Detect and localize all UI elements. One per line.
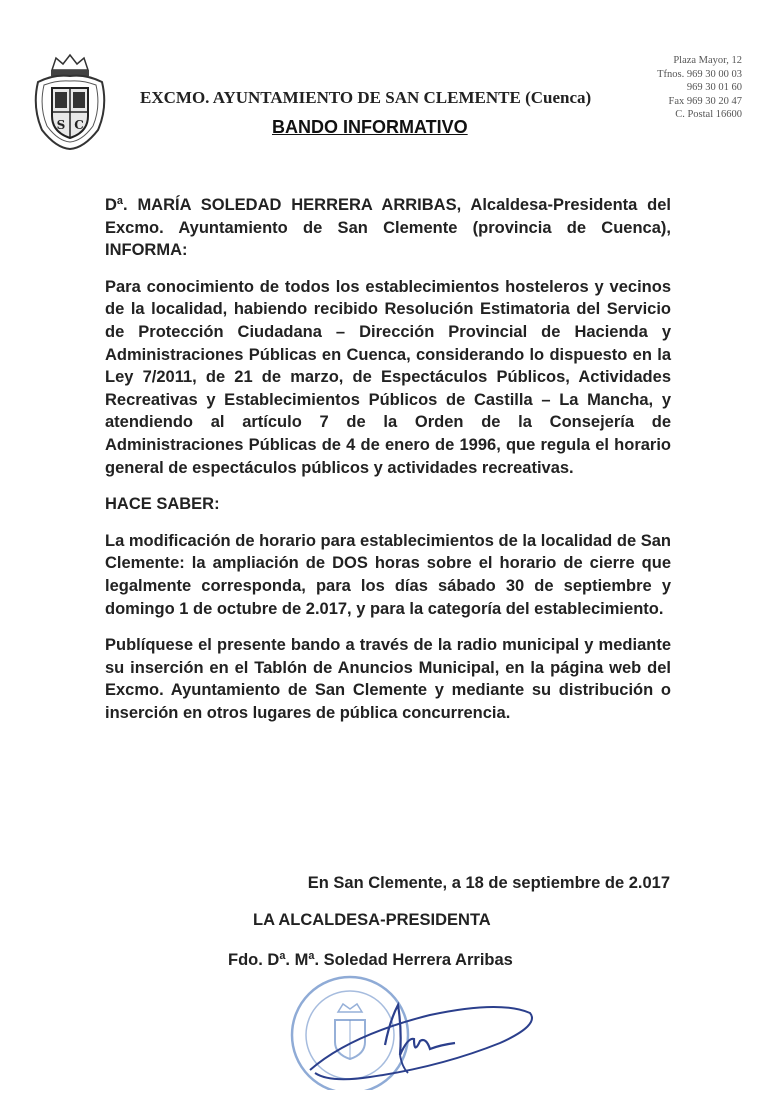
- document-title: BANDO INFORMATIVO: [272, 117, 468, 137]
- contact-fax: Fax 969 30 20 47: [668, 95, 742, 107]
- contact-block: [657, 54, 742, 122]
- date-line: En San Clemente, a 18 de septiembre de 2.017: [307, 874, 670, 892]
- handwritten-signature-icon: [290, 975, 540, 1090]
- svg-text:S: S: [56, 118, 66, 132]
- svg-text:C: C: [74, 118, 84, 132]
- signer-name: Fdo. Dª. Mª. Soledad Herrera Arribas: [228, 951, 513, 969]
- hace-saber-heading: HACE SABER:: [105, 495, 220, 514]
- main-paragraph: Para conocimiento de todos los establecimientos hosteleros y vecinos de la localidad, habiendo recibido Resolución Estimatoria del Servicio de Protección Ciudadana – Dirección Provincial de Hacienda y Administraciones Públicas en Cuenca, considerando lo dispuesto en la Ley 7/2011, de 21 de marzo, de Espectáculos Públicos, Actividades Recreativas y Establecimientos Públicos de Castilla – La Mancha, y atendiendo al artículo 7 de la Orden de la Consejería de Administraciones Públicas de 4 de enero de 1996, que regula el horario general de espectáculos públicos y actividades recreativas.: [105, 277, 671, 477]
- publication-paragraph: Publíquese el presente bando a través de la radio municipal y mediante su inserción en el Tablón de Anuncios Municipal, en la página web del Excmo. Ayuntamiento de San Clemente y mediante su distribución o inserción en otros lugares de pública concurrencia.: [105, 636, 671, 722]
- contact-address: Plaza Mayor, 12: [673, 55, 742, 66]
- contact-phone-2: 969 30 01 60: [686, 82, 742, 93]
- intro-paragraph: Dª. MARÍA SOLEDAD HERRERA ARRIBAS, Alcaldesa-Presidenta del Excmo. Ayuntamiento de San Clemente (provincia de Cuenca), INFORMA:: [105, 196, 671, 260]
- contact-postal-code: C. Postal 16600: [675, 109, 742, 120]
- signer-title: LA ALCALDESA-PRESIDENTA: [253, 911, 491, 929]
- document-body: [105, 194, 671, 724]
- modification-paragraph: La modificación de horario para establecimientos de la localidad de San Clemente: la ampliación de DOS horas sobre el horario de cierre que legalmente corresponda, para los días sábado 30 de septiembre y domingo 1 de octubre de 2.017, y para la categoría del establecimiento.: [105, 531, 671, 618]
- contact-phone-1: Tfnos. 969 30 00 03: [657, 68, 742, 80]
- coat-of-arms-icon: [30, 52, 110, 152]
- organization-name: EXCMO. AYUNTAMIENTO DE SAN CLEMENTE (Cuenca): [140, 88, 592, 107]
